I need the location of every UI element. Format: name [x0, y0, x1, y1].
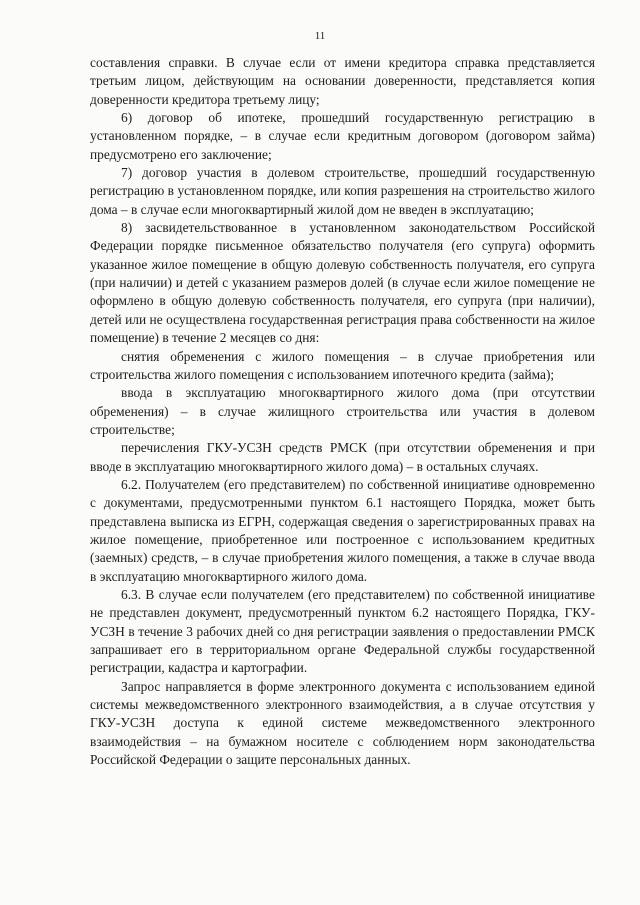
paragraph-item-6: 6) договор об ипотеке, прошедший государственную регистрацию в установленном порядке, – в случае если кредитным договором (договором займа) предусмотрено его заключение; — [90, 110, 595, 162]
paragraph-section-6-3: 6.3. В случае если получателем (его представителем) по собственной инициативе не представлен документ, предусмотренный пунктом 6.2 настоящего Порядка, ГКУ-УСЗН в течение 3 рабочих дней со дня регистрации заявления о предоставлении РМСК запрашивает его в территориальном органе Федеральной службы государственной регистрации, кадастра и картографии. — [90, 586, 595, 676]
paragraph-item-8: 8) засвидетельствованное в установленном законодательством Российской Федерации порядке письменное обязательство получателя (его супруга) оформить указанное жилое помещение в общую долевую собственность получателя, его супруга (при наличии) и детей с указанием размеров долей (в случае если жилое помещение не оформлено в общую долевую собственность получателя, его супруга (при наличии), детей или не осуществлена государственная регистрация права собственности на жилое помещение) в течение 2 месяцев со дня: — [90, 220, 595, 346]
paragraph-section-6-2: 6.2. Получателем (его представителем) по собственной инициативе одновременно с документами, предусмотренными пунктом 6.1 настоящего Порядка, может быть представлена выписка из ЕГРН, содержащая сведения о зарегистрированных правах на жилое помещение, приобретенное или построенное с использованием кредитных (заемных) средств, – в случае приобретения жилого помещения, а также в случае ввода в эксплуатацию многоквартирного жилого дома. — [90, 476, 595, 584]
paragraph-item-7: 7) договор участия в долевом строительстве, прошедший государственную регистрацию в установленном порядке, или копия разрешения на строительство жилого дома – в случае если многоквартирный жилой дом не введен в эксплуатацию; — [90, 165, 595, 217]
paragraph-mortgage-release: снятия обременения с жилого помещения – в случае приобретения или строительства жилого помещения с использованием ипотечного кредита (займа); — [90, 348, 595, 382]
document-body — [90, 54, 595, 769]
paragraph-continuation: составления справки. В случае если от имени кредитора справка представляется третьим лицом, действующим на основании доверенности, представляется копия доверенности кредитора третьему лицу; — [90, 55, 595, 107]
paragraph-commissioning: ввода в эксплуатацию многоквартирного жилого дома (при отсутствии обременения) – в случае жилищного строительства или участия в долевом строительстве; — [90, 385, 595, 437]
paragraph-request: Запрос направляется в форме электронного документа с использованием единой системы межведомственного электронного взаимодействия, а в случае отсутствия у ГКУ-УСЗН доступа к единой системе межведомственного электронного взаимодействия – на бумажном носителе с соблюдением норм законодательства Российской Федерации о защите персональных данных. — [90, 678, 595, 768]
paragraph-transfer: перечисления ГКУ-УСЗН средств РМСК (при отсутствии обременения и при вводе в эксплуатацию многоквартирного жилого дома) – в остальных случаях. — [90, 440, 595, 474]
page-number: 11 — [314, 30, 326, 42]
